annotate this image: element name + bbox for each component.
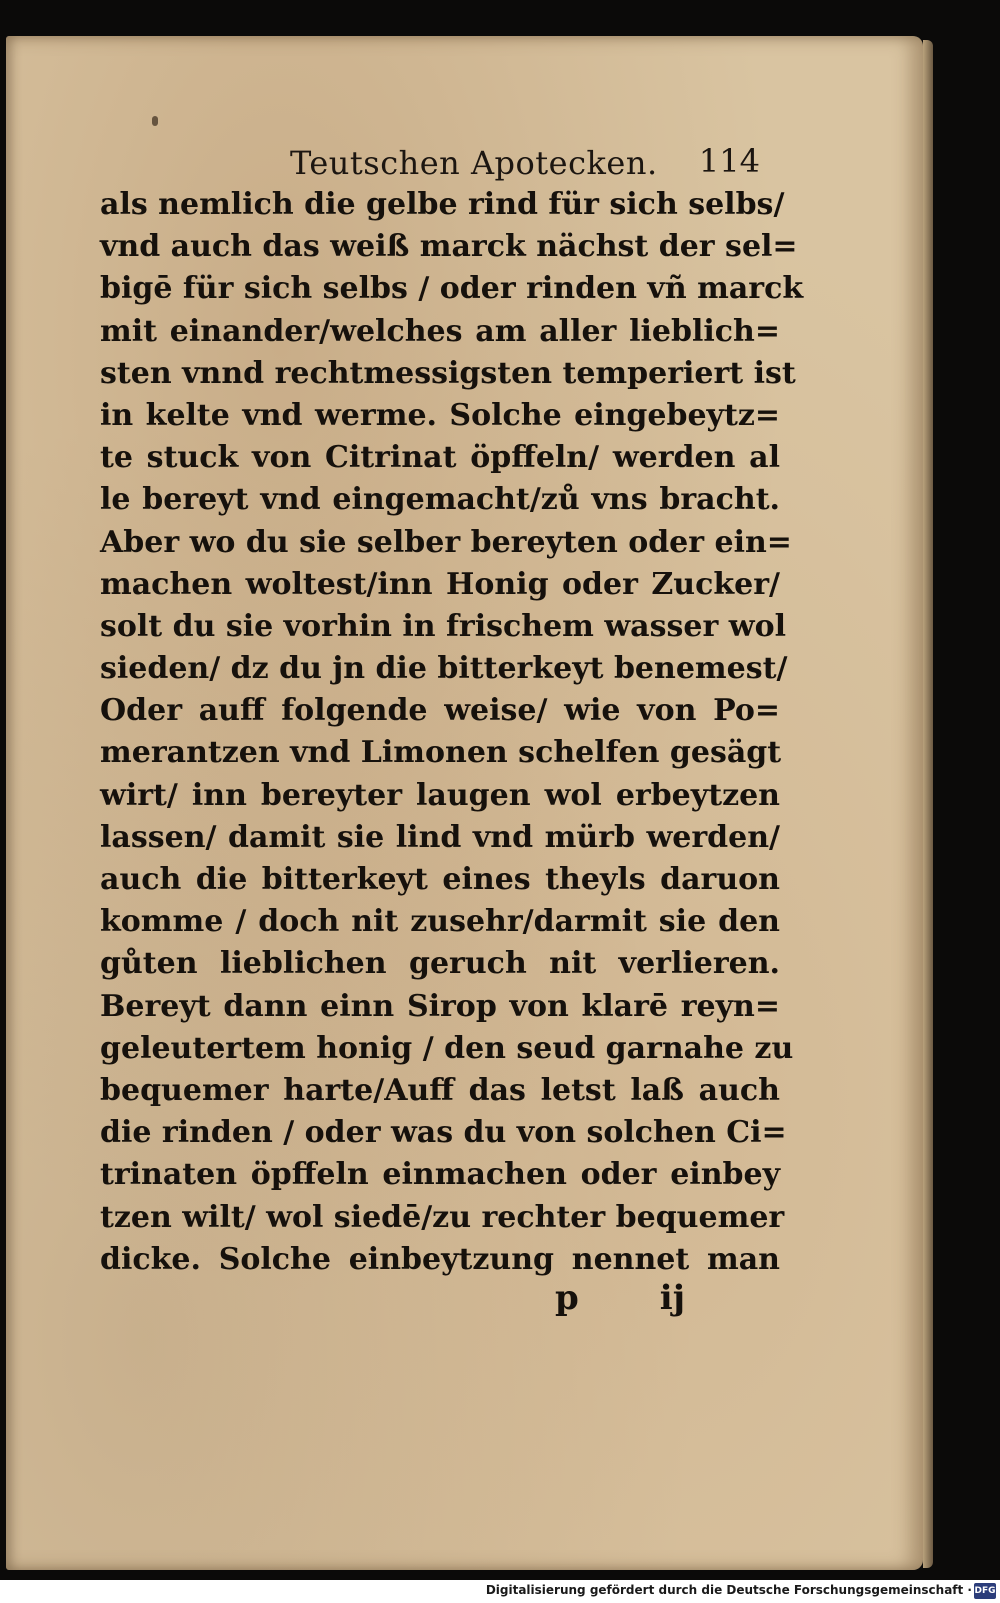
text-line: die rinden / oder was du von solchen Ci=: [100, 1115, 787, 1151]
signature-letter: p: [555, 1278, 579, 1318]
text-line: als nemlich die gelbe rind für sich selbs/: [100, 187, 785, 222]
running-title: Teutschen Apotecken.: [290, 144, 658, 182]
page-header: [290, 140, 760, 184]
page-number: 114: [698, 142, 760, 180]
text-line: in kelte vnd werme. Solche eingebeytz=: [100, 397, 780, 433]
text-line: mit einander/welches am aller lieblich=: [100, 313, 780, 349]
text-line: trinaten öpffeln einmachen oder einbey: [100, 1157, 780, 1193]
text-line: lassen/ damit sie lind vnd mürb werden/: [100, 819, 780, 855]
text-line: vnd auch das weiß marck nächst der sel=: [100, 229, 798, 265]
text-line: wirt/ inn bereyter laugen wol erbeytzen: [100, 777, 780, 813]
body-text: [100, 184, 804, 1281]
text-line: dicke. Solche einbeytzung nennet man: [100, 1241, 780, 1277]
text-line: komme / doch nit zusehr/darmit sie den: [100, 904, 780, 940]
text-line: te stuck von Citrinat öpffeln/ werden al: [100, 440, 780, 476]
text-line: Bereyt dann einn Sirop von klarē reyn=: [100, 988, 780, 1024]
text-line: Aber wo du sie selber bereyten oder ein=: [100, 524, 792, 560]
text-line: tzen wilt/ wol siedē/zu rechter bequemer: [100, 1199, 785, 1235]
text-line: bequemer harte/Auff das letst laß auch: [100, 1072, 780, 1108]
signature-numeral: ij: [659, 1278, 685, 1318]
text-line: Oder auff folgende weise/ wie von Po=: [100, 693, 780, 729]
dfg-logo-icon: DFG: [974, 1583, 996, 1599]
signature-mark: [555, 1278, 685, 1318]
text-line: sten vnnd rechtmessigsten temperiert ist: [100, 355, 796, 391]
text-line: gůten lieblichen geruch nit verlieren.: [100, 946, 780, 982]
text-line: solt du sie vorhin in frischem wasser wol: [100, 608, 786, 644]
text-line: bigē für sich selbs / oder rinden vñ marck: [100, 271, 804, 307]
footer-bar: [0, 1580, 1000, 1603]
text-line: le bereyt vnd eingemacht/zů vns bracht.: [100, 482, 780, 518]
text-line: geleutertem honig / den seud garnahe zu: [100, 1030, 794, 1066]
text-line: merantzen vnd Limonen schelfen gesägt: [100, 735, 782, 771]
funding-credit: Digitalisierung gefördert durch die Deutsche Forschungsgemeinschaft ·: [485, 1583, 972, 1597]
text-line: auch die bitterkeyt eines theyls daruon: [100, 862, 780, 897]
page-edge: [923, 40, 933, 1568]
ink-mark: [152, 116, 158, 126]
text-line: machen woltest/inn Honig oder Zucker/: [100, 566, 780, 602]
text-line: sieden/ dz du jn die bitterkeyt benemest/: [100, 651, 788, 687]
